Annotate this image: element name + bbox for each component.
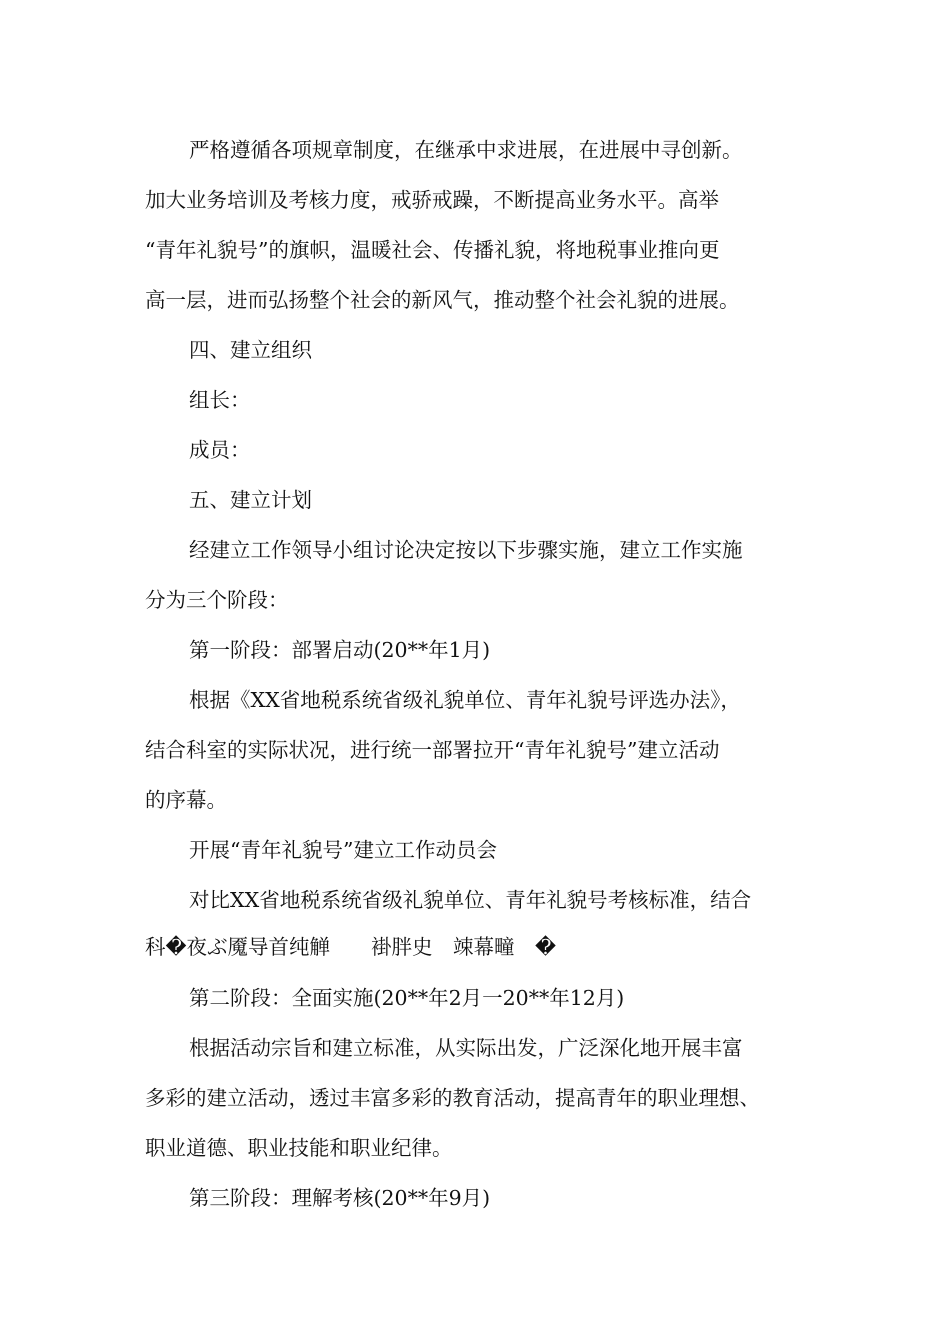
text-line: 分为三个阶段： (145, 588, 289, 612)
section-heading: 五、建立计划 (189, 488, 312, 512)
text-line: 加大业务培训及考核力度，戒骄戒躁，不断提高业务水平。高举 (145, 188, 719, 212)
text-line: 的序幕。 (145, 788, 227, 812)
text-line: 第一阶段：部署启动(20**年1月) (189, 638, 491, 662)
text-line: “青年礼貌号”的旗帜，温暖社会、传播礼貌，将地税事业推向更 (145, 238, 720, 262)
text-line: 根据《XX省地税系统省级礼貌单位、青年礼貌号评选办法》， (189, 688, 741, 712)
text-line: 成员： (189, 438, 251, 462)
text-line: 多彩的建立活动，透过丰富多彩的教育活动，提高青年的职业理想、 (145, 1086, 760, 1110)
text-line: 经建立工作领导小组讨论决定按以下步骤实施，建立工作实施 (189, 538, 743, 562)
section-heading: 四、建立组织 (189, 338, 312, 362)
text-line: 第三阶段：理解考核(20**年9月) (189, 1186, 491, 1210)
text-line: 根据活动宗旨和建立标准，从实际出发，广泛深化地开展丰富 (189, 1036, 743, 1060)
text-line: 科�夜ぶ魇导首纯觯 褂胖史 竦幕疃 � (145, 935, 557, 959)
text-line: 组长： (189, 388, 251, 412)
text-line: 第二阶段：全面实施(20**年2月一20**年12月) (189, 986, 625, 1010)
text-line: 职业道德、职业技能和职业纪律。 (145, 1136, 453, 1160)
text-line: 结合科室的实际状况，进行统一部署拉开“青年礼貌号”建立活动 (145, 738, 720, 762)
text-line: 严格遵循各项规章制度，在继承中求进展，在进展中寻创新。 (189, 138, 743, 162)
text-line: 开展“青年礼貌号”建立工作动员会 (189, 838, 497, 862)
text-line: 高一层，进而弘扬整个社会的新风气，推动整个社会礼貌的进展。 (145, 288, 740, 312)
text-line: 对比XX省地税系统省级礼貌单位、青年礼貌号考核标准，结合 (189, 888, 752, 912)
